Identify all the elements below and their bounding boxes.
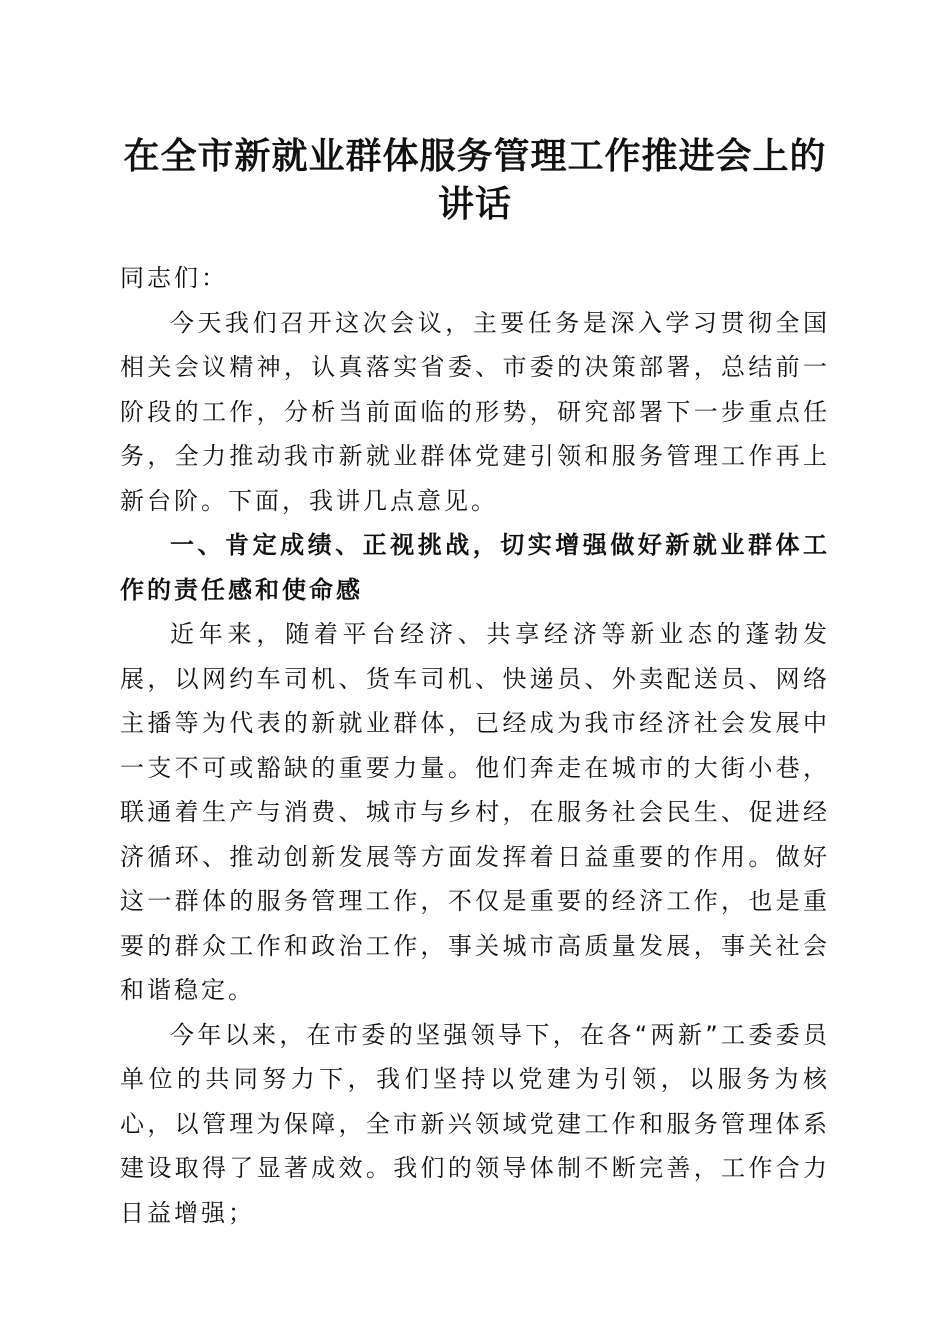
document-title: 在全市新就业群体服务管理工作推进会上的讲话 (123, 135, 827, 225)
section-paragraph: 近年来，随着平台经济、共享经济等新业态的蓬勃发展，以网约车司机、货车司机、快递员、外卖配送员、网络主播等为代表的新就业群体，已经成为我市经济社会发展中一支不可或豁缺的重要力量。他们奔走在城市的大街小巷，联通着生产与消费、城市与乡村，在服务社会民生、促进经济循环、推动创新发展等方面发挥着日益重要的作用。做好这一群体的服务管理工作，不仅是重要的经济工作，也是重要的群众工作和政治工作，事关城市高质量发展，事关社会和谐稳定。 (120, 620, 830, 1004)
section-paragraph: 今年以来，在市委的坚强领导下，在各“两新”工委委员单位的共同努力下，我们坚持以党建为引领，以服务为核心，以管理为保障，全市新兴领域党建工作和服务管理体系建设取得了显著成效。我们的领导体制不断完善，工作合力日益增强； (120, 1020, 830, 1227)
section-heading: 一、肯定成绩、正视挑战，切实增强做好新就业群体工作的责任感和使命感 (120, 531, 830, 604)
document-body (120, 256, 830, 1235)
greeting: 同志们： (120, 264, 228, 292)
intro-paragraph: 今天我们召开这次会议，主要任务是深入学习贯彻全国相关会议精神，认真落实省委、市委的决策部署，总结前一阶段的工作，分析当前面临的形势，研究部署下一步重点任务，全力推动我市新就业群体党建引领和服务管理工作再上新台阶。下面，我讲几点意见。 (120, 308, 830, 515)
